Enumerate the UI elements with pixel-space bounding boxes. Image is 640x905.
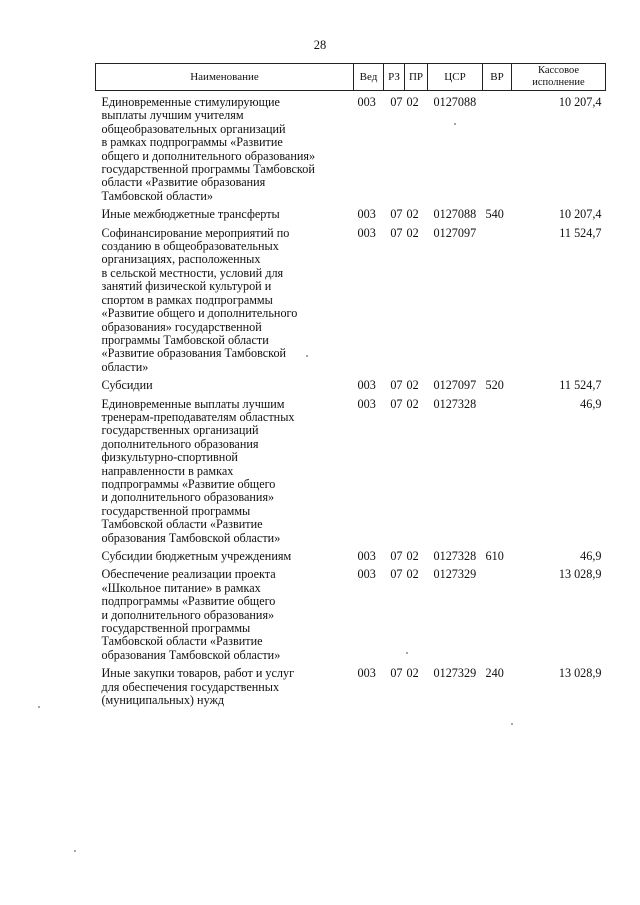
row-pr: 02 <box>406 396 419 411</box>
row-name <box>96 91 354 209</box>
row-csr: 0127097 <box>433 378 477 393</box>
header-ved: Вед <box>354 64 384 91</box>
row-name-line: для обеспечения государственных <box>101 679 280 694</box>
row-name-line: области» <box>101 359 149 374</box>
row-pr: 02 <box>406 666 419 681</box>
row-name-line: Субсидии бюджетным учреждениям <box>101 549 292 563</box>
row-name-line: (муниципальных) нужд <box>101 693 225 708</box>
row-name-line: общеобразовательных организаций <box>101 121 286 136</box>
row-pr: 02 <box>406 567 419 582</box>
row-vr: 520 <box>485 378 504 393</box>
row-rz: 07 <box>390 396 403 411</box>
header-name: Наименование <box>96 64 354 91</box>
row-pr: 02 <box>406 207 419 222</box>
row-name-line: Тамбовской области» <box>101 188 213 203</box>
header-rz: РЗ <box>384 64 405 91</box>
row-vr <box>483 91 512 209</box>
row-csr: 0127328 <box>433 549 477 563</box>
row-rz: 07 <box>390 95 403 109</box>
row-name <box>96 550 354 568</box>
header-kassa-line2: исполнение <box>532 77 585 88</box>
row-ved: 003 <box>357 567 376 582</box>
row-csr: 0127329 <box>433 567 477 582</box>
row-vr <box>483 398 512 550</box>
row-name-line: общего и дополнительного образования» <box>101 148 316 163</box>
scan-speck <box>306 355 308 357</box>
table-row <box>96 550 606 568</box>
row-name-line: и дополнительного образования» <box>101 607 275 622</box>
row-rz: 07 <box>390 378 403 393</box>
row-csr: 0127088 <box>433 95 477 109</box>
row-name-line: образования Тамбовской области» <box>101 647 281 662</box>
row-name-line: организациях, расположенных <box>101 252 261 267</box>
scan-speck <box>511 723 513 725</box>
table-row <box>96 91 606 209</box>
row-kassa: 10 207,4 <box>558 95 602 109</box>
row-name-line: государственной программы <box>101 503 251 518</box>
row-name-line: Единовременные выплаты лучшим <box>101 396 285 411</box>
row-name-line: тренерам-преподавателям областных <box>101 409 295 424</box>
row-name-line: Субсидии <box>101 378 153 393</box>
row-vr <box>483 227 512 379</box>
row-name-line: программы Тамбовской области <box>101 332 269 347</box>
row-name-line: «Школьное питание» в рамках <box>101 580 261 595</box>
row-kassa: 10 207,4 <box>558 207 602 222</box>
row-name-line: образования Тамбовской области» <box>101 530 281 545</box>
row-rz: 07 <box>390 225 403 240</box>
row-rz: 07 <box>390 567 403 582</box>
row-name-line: образования» государственной <box>101 319 262 334</box>
row-name <box>96 208 354 226</box>
row-ved: 003 <box>357 95 376 109</box>
row-csr: 0127328 <box>433 396 477 411</box>
row-pr: 02 <box>406 378 419 393</box>
header-kassa <box>512 64 606 91</box>
row-ved: 003 <box>357 549 376 563</box>
row-pr: 02 <box>406 95 419 109</box>
table-row <box>96 379 606 397</box>
header-csr: ЦСР <box>428 64 483 91</box>
row-kassa: 11 524,7 <box>559 378 602 393</box>
row-csr: 0127097 <box>433 225 477 240</box>
row-name-line: занятий физической культурой и <box>101 279 272 294</box>
scan-speck <box>454 123 456 125</box>
row-name-line: государственных организаций <box>101 423 259 438</box>
row-name <box>96 379 354 397</box>
row-ved: 003 <box>357 378 376 393</box>
row-vr: 540 <box>485 207 504 222</box>
table-row <box>96 208 606 226</box>
table-row <box>96 568 606 667</box>
row-vr: 240 <box>485 666 504 681</box>
table-header <box>96 64 606 91</box>
table-row <box>96 398 606 550</box>
row-name <box>96 667 354 712</box>
row-kassa: 13 028,9 <box>558 666 602 681</box>
budget-table <box>95 63 606 712</box>
row-name-line: созданию в общеобразовательных <box>101 239 279 254</box>
row-name-line: Софинансирование мероприятий по <box>101 225 290 240</box>
scan-speck <box>74 850 76 852</box>
row-name-line: области «Развитие образования <box>101 175 266 190</box>
row-name-line: Иные закупки товаров, работ и услуг <box>101 666 295 681</box>
row-ved: 003 <box>357 396 376 411</box>
header-pr: ПР <box>405 64 428 91</box>
row-rz: 07 <box>390 666 403 681</box>
row-name-line: спортом в рамках подпрограммы <box>101 292 273 307</box>
row-name-line: в рамках подпрограммы «Развитие <box>101 135 283 150</box>
scan-speck <box>38 706 40 708</box>
row-name-line: подпрограммы «Развитие общего <box>101 476 276 491</box>
row-name <box>96 398 354 550</box>
row-name-line: физкультурно-спортивной <box>101 450 238 465</box>
row-name-line: «Развитие общего и дополнительного <box>101 306 298 321</box>
row-name-line: Обеспечение реализации проекта <box>101 567 276 582</box>
header-vr: ВР <box>483 64 512 91</box>
row-name <box>96 227 354 379</box>
row-pr: 02 <box>406 549 419 563</box>
row-kassa: 13 028,9 <box>558 567 602 582</box>
row-kassa: 46,9 <box>580 549 602 563</box>
row-ved: 003 <box>357 225 376 240</box>
row-name-line: Тамбовской области «Развитие <box>101 517 263 532</box>
row-name-line: подпрограммы «Развитие общего <box>101 594 276 609</box>
row-rz: 07 <box>390 549 403 563</box>
row-rz: 07 <box>390 207 403 222</box>
row-kassa: 46,9 <box>580 396 602 411</box>
row-csr: 0127329 <box>433 666 477 681</box>
row-csr: 0127088 <box>433 207 477 222</box>
table-row <box>96 667 606 712</box>
row-name-line: Единовременные стимулирующие <box>101 95 280 109</box>
row-name-line: направленности в рамках <box>101 463 234 478</box>
row-name <box>96 568 354 667</box>
row-name-line: «Развитие образования Тамбовской <box>101 346 287 361</box>
table-row <box>96 227 606 379</box>
row-name-line: в сельской местности, условий для <box>101 265 284 280</box>
row-name-line: Иные межбюджетные трансферты <box>101 207 280 222</box>
row-name-line: дополнительного образования <box>101 436 259 451</box>
row-vr: 610 <box>485 549 504 563</box>
row-kassa: 11 524,7 <box>559 225 602 240</box>
row-name-line: Тамбовской области «Развитие <box>101 634 263 649</box>
page-number: 28 <box>313 38 327 52</box>
row-name-line: и дополнительного образования» <box>101 490 275 505</box>
row-ved: 003 <box>357 666 376 681</box>
row-vr <box>483 568 512 667</box>
row-ved: 003 <box>357 207 376 222</box>
row-name-line: государственной программы <box>101 621 251 636</box>
header-kassa-line1: Кассовое <box>537 65 580 76</box>
scan-speck <box>406 652 408 654</box>
row-pr: 02 <box>406 225 419 240</box>
table-body <box>96 91 606 713</box>
row-name-line: государственной программы Тамбовской <box>101 162 315 177</box>
row-name-line: выплаты лучшим учителям <box>101 108 244 123</box>
